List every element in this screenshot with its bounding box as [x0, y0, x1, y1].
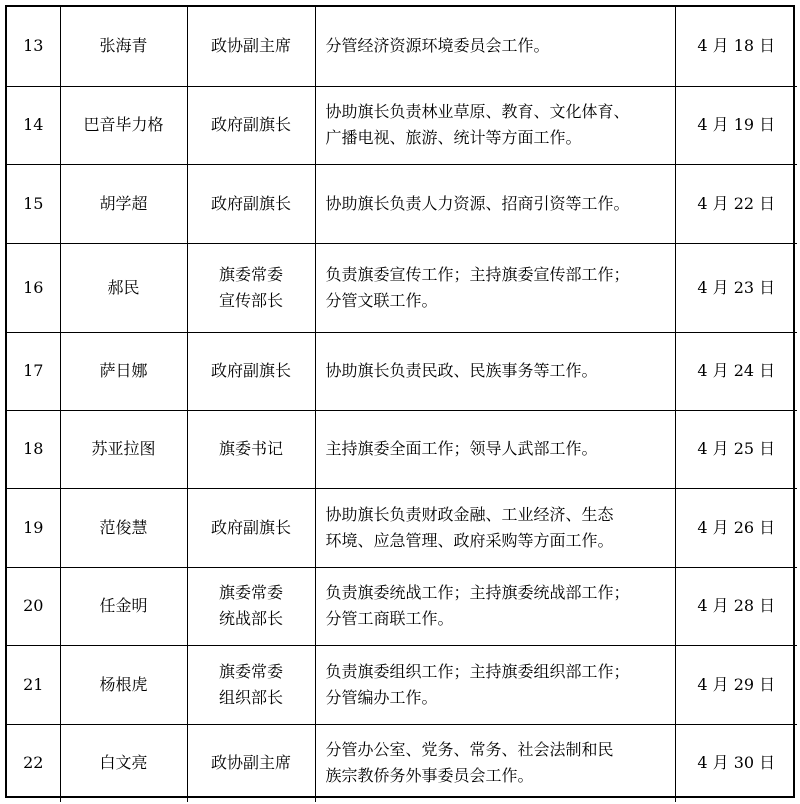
person-name: 白文亮 — [60, 724, 187, 802]
person-name: 胡学超 — [60, 164, 187, 243]
table-row — [7, 488, 797, 567]
schedule-date: 4 月 28 日 — [675, 567, 797, 645]
duty-line: 分管文联工作。 — [325, 290, 438, 310]
position-line: 旗委常委 — [218, 661, 283, 681]
duty-line: 协助旗长负责民政、民族事务等工作。 — [325, 361, 598, 380]
position-cell — [187, 488, 315, 567]
person-name: 张海青 — [60, 7, 187, 86]
table-row — [7, 724, 797, 802]
duty-cell — [315, 86, 675, 164]
duty-line: 负责旗委宣传工作；主持旗委宣传部工作； — [325, 264, 630, 284]
position-cell — [187, 164, 315, 243]
row-number: 22 — [7, 724, 60, 802]
person-name: 杨根虎 — [60, 645, 187, 724]
person-name: 范俊慧 — [60, 488, 187, 567]
position-line: 政协副主席 — [210, 36, 291, 56]
position-line: 旗委书记 — [218, 439, 283, 458]
row-number: 17 — [7, 332, 60, 410]
row-number: 13 — [7, 7, 60, 86]
row-number: 20 — [7, 567, 60, 645]
schedule-date: 4 月 29 日 — [675, 645, 797, 724]
schedule-date: 4 月 30 日 — [675, 724, 797, 802]
duty-line: 主持旗委全面工作；领导人武部工作。 — [325, 439, 598, 458]
duty-line: 族宗教侨务外事委员会工作。 — [325, 766, 534, 786]
table-row — [7, 243, 797, 332]
duty-cell — [315, 724, 675, 802]
row-number: 16 — [7, 243, 60, 332]
person-name: 郝民 — [60, 243, 187, 332]
table-row — [7, 86, 797, 164]
person-name: 任金明 — [60, 567, 187, 645]
position-line: 组织部长 — [218, 687, 283, 707]
duty-cell — [315, 488, 675, 567]
person-name: 苏亚拉图 — [60, 410, 187, 488]
position-line: 政府副旗长 — [210, 115, 291, 134]
table-row — [7, 567, 797, 645]
duty-cell — [315, 164, 675, 243]
duty-line: 广播电视、旅游、统计等方面工作。 — [325, 128, 582, 147]
duty-line: 分管编办工作。 — [325, 687, 438, 707]
position-line: 宣传部长 — [218, 290, 283, 310]
row-number: 21 — [7, 645, 60, 724]
position-line: 旗委常委 — [218, 264, 283, 284]
duty-line: 负责旗委组织工作；主持旗委组织部工作； — [325, 661, 630, 681]
position-cell — [187, 332, 315, 410]
duty-line: 协助旗长负责财政金融、工业经济、生态 — [325, 504, 614, 524]
schedule-date: 4 月 22 日 — [675, 164, 797, 243]
duty-line: 分管工商联工作。 — [325, 609, 454, 628]
schedule-date: 4 月 19 日 — [675, 86, 797, 164]
duty-line: 分管经济资源环境委员会工作。 — [325, 36, 550, 56]
table-row — [7, 164, 797, 243]
position-line: 政府副旗长 — [210, 193, 291, 213]
duty-cell — [315, 7, 675, 86]
duty-cell — [315, 645, 675, 724]
row-number: 19 — [7, 488, 60, 567]
table-row — [7, 410, 797, 488]
row-number: 14 — [7, 86, 60, 164]
position-cell — [187, 567, 315, 645]
duty-line: 环境、应急管理、政府采购等方面工作。 — [325, 530, 614, 550]
schedule-date: 4 月 24 日 — [675, 332, 797, 410]
schedule-date: 4 月 23 日 — [675, 243, 797, 332]
position-cell — [187, 724, 315, 802]
person-name: 萨日娜 — [60, 332, 187, 410]
duty-line: 负责旗委统战工作；主持旗委统战部工作； — [325, 583, 630, 602]
duty-cell — [315, 332, 675, 410]
position-line: 政协副主席 — [210, 753, 291, 773]
position-cell — [187, 7, 315, 86]
position-line: 统战部长 — [218, 609, 283, 628]
position-cell — [187, 410, 315, 488]
position-line: 政府副旗长 — [210, 517, 291, 537]
row-number: 18 — [7, 410, 60, 488]
schedule-date: 4 月 26 日 — [675, 488, 797, 567]
position-cell — [187, 645, 315, 724]
table-row — [7, 645, 797, 724]
schedule-date: 4 月 18 日 — [675, 7, 797, 86]
duty-cell — [315, 410, 675, 488]
schedule-table — [7, 7, 797, 802]
duty-line: 协助旗长负责林业草原、教育、文化体育、 — [325, 102, 630, 121]
position-cell — [187, 86, 315, 164]
duty-line: 分管办公室、党务、常务、社会法制和民 — [325, 740, 614, 760]
row-number: 15 — [7, 164, 60, 243]
duty-line: 协助旗长负责人力资源、招商引资等工作。 — [325, 193, 630, 213]
schedule-table-container — [5, 5, 795, 798]
table-row — [7, 332, 797, 410]
schedule-date: 4 月 25 日 — [675, 410, 797, 488]
table-row — [7, 7, 797, 86]
position-line: 政府副旗长 — [210, 361, 291, 380]
duty-cell — [315, 567, 675, 645]
duty-cell — [315, 243, 675, 332]
person-name: 巴音毕力格 — [60, 86, 187, 164]
position-line: 旗委常委 — [218, 583, 283, 602]
position-cell — [187, 243, 315, 332]
